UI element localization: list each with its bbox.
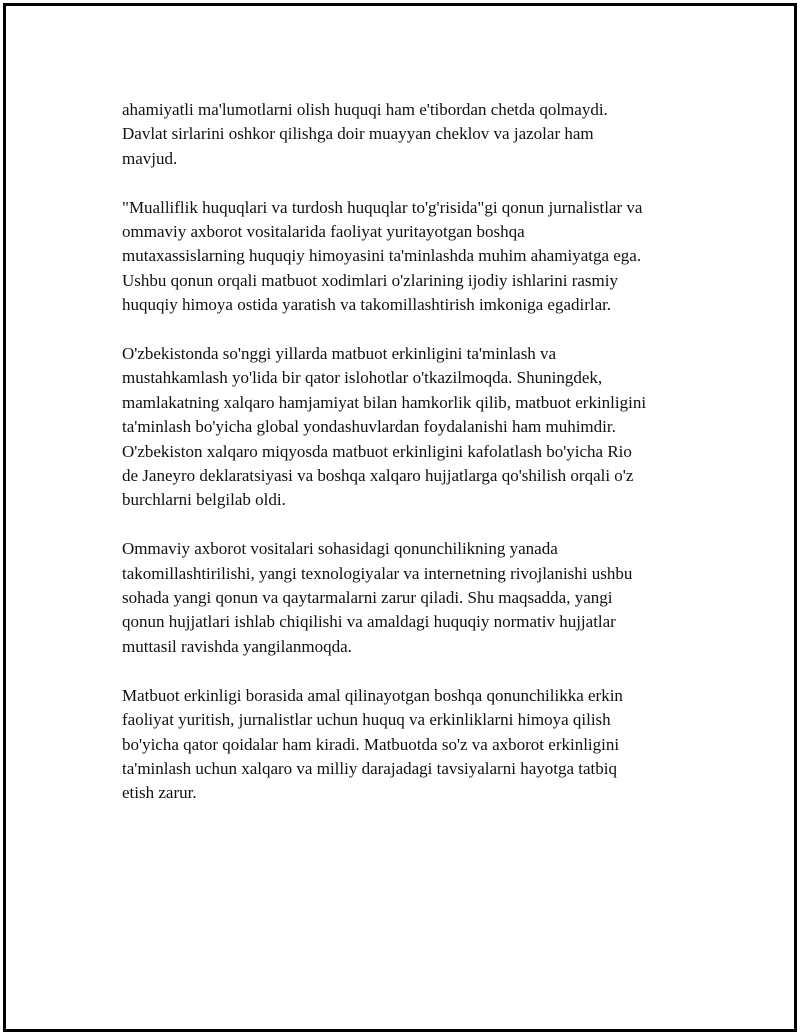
paragraph-4: Ommaviy axborot vositalari sohasidagi qonunchilikning yanada takomillashtirilishi, yangi texnologiyalar va internetning rivojlanishi ushbu sohada yangi qonun va qaytarmalarni zarur qiladi. Shu maqsadda, yangi qonun hujjatlari ishlab chiqilishi va amaldagi huquqiy normativ hujjatlar muttasil ravishda yangilanmoqda.: [122, 539, 633, 656]
paragraph-3: O'zbekistonda so'nggi yillarda matbuot erkinligini ta'minlash va mustahkamlash yo'lida bir qator islohotlar o'tkazilmoqda. Shuningdek, mamlakatning xalqaro hamjamiyat bilan hamkorlik qilib, matbuot erkinligini ta'minlash bo'yicha global yondashuvlardan foydalanishi ham muhimdir. O'zbekiston xalqaro miqyosda matbuot erkinligini kafolatlash bo'yicha Rio de Janeyro deklaratsiyasi va boshqa xalqaro hujjatlarga qo'shilish orqali o'z burchlarni belgilab oldi.: [122, 344, 647, 510]
paragraph-5: Matbuot erkinligi borasida amal qilinayotgan boshqa qonunchilikka erkin faoliyat yuritish, jurnalistlar uchun huquq va erkinliklarni himoya qilish bo'yicha qator qoidalar ham kiradi. Matbuotda so'z va axborot erkinligini ta'minlash uchun xalqaro va milliy darajadagi tavsiyalarni hayotga tatbiq etish zarur.: [122, 685, 623, 803]
paragraph-2: "Mualliflik huquqlari va turdosh huquqlar to'g'risida"gi qonun jurnalistlar va ommaviy axborot vositalarida faoliyat yuritayotgan boshqa mutaxassislarning huquqiy himoyasini ta'minlashda muhim ahamiyatga ega. Ushbu qonun orqali matbuot xodimlari o'zlarining ijodiy ishlarini rasmiy huquqiy himoya ostida yaratish va takomillashtirish imkoniga egadirlar.: [122, 197, 643, 315]
paragraph-1: ahamiyatli ma'lumotlarni olish huquqi ham e'tibordan chetda qolmaydi. Davlat sirlarini oshkor qilishga doir muayyan cheklov va jazolar ham mavjud.: [122, 100, 608, 168]
document-body: [122, 98, 698, 830]
page-frame: [3, 3, 797, 1032]
